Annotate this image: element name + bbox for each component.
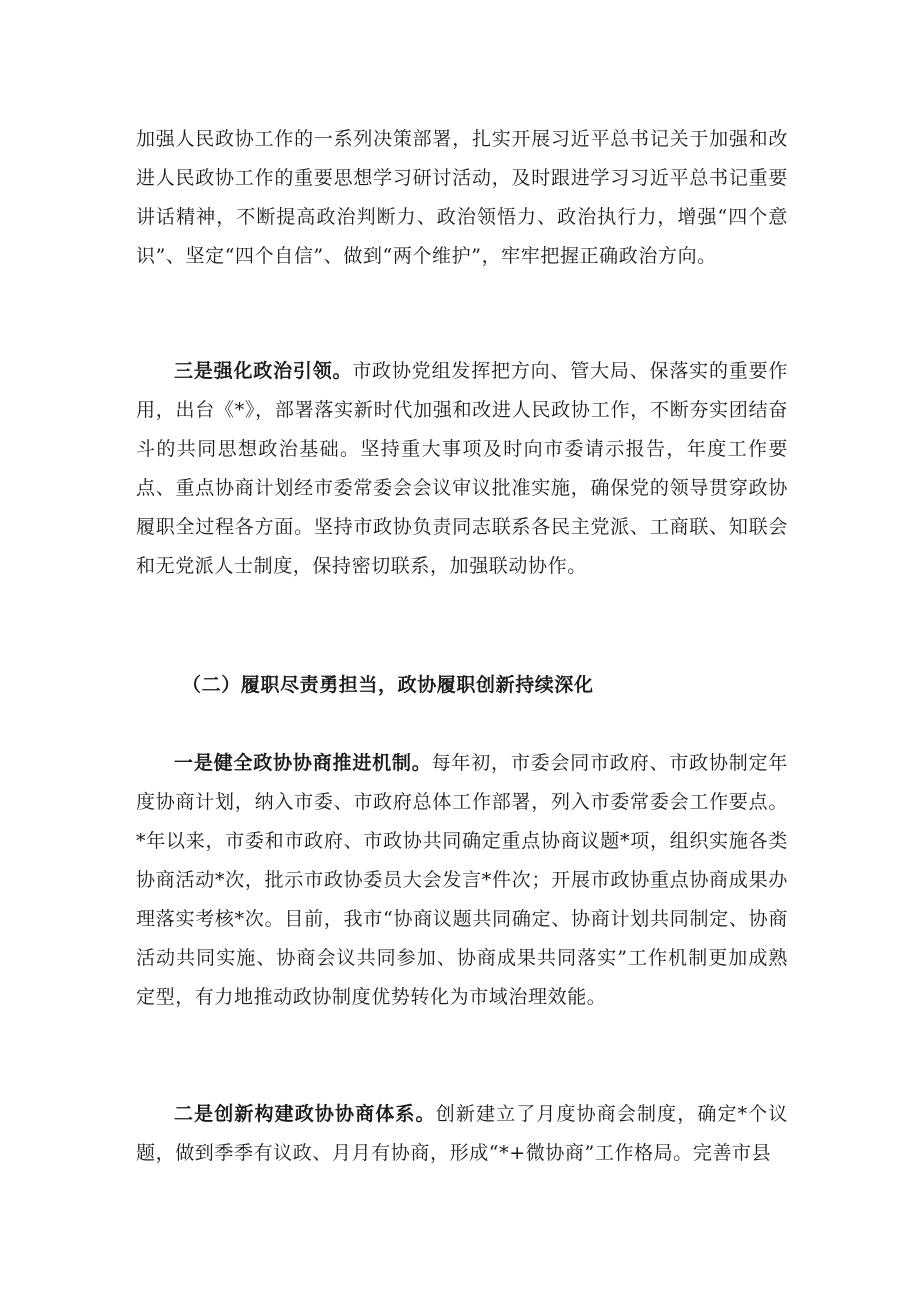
paragraph-text: 市政协党组发挥把方向、管大局、保落实的重要作用，出台《*》，部署落实新时代加强和改进人民政协工作，不断夯实团结奋斗的共同思想政治基础。坚持重大事项及时向市委请示报告，年度工作要点、重点协商计划经市委常委会会议审议批准实施，确保党的领导贯穿政协履职全过程各方面。坚持市政协负责同志联系各民主党派、工商联、知联会和无党派人士制度，保持密切联系，加强联动协作。 [136,360,789,577]
paragraph-consultation-system [136,1095,788,1173]
paragraph-political-leadership [136,352,788,586]
paragraph-lead: 三是强化政治引领。 [174,360,353,382]
paragraph-text: 每年初，市委会同市政府、市政协制定年度协商计划，纳入市委、市政府总体工作部署，列入市委常委会工作要点。*年以来，市委和市政府、市政协共同确定重点协商议题*项，组织实施各类协商活动*次，批示市政协委员大会发言*件次；开展市政协重点协商成果办理落实考核*次。目前，我市“协商议题共同确定、协商计划共同制定、协商活动共同实施、协商会议共同参加、协商成果共同落实”工作机制更加成熟定型，有力地推动政协制度优势转化为市域治理效能。 [136,752,788,1008]
paragraph-consultation-mechanism [136,744,788,1017]
paragraph-lead: 二是创新构建政协协商体系。 [174,1103,436,1125]
paragraph-lead: 一是健全政协协商推进机制。 [174,752,432,774]
paragraph-political-direction [136,120,788,276]
paragraph-text: 创新建立了月度协商会制度，确定*个议题，做到季季有议政、月月有协商，形成“*+微协商”工作格局。完善市县 [136,1103,788,1164]
section-heading: （二）履职尽责勇担当，政协履职创新持续深化 [182,674,594,696]
paragraph-text: 加强人民政协工作的一系列决策部署，扎实开展习近平总书记关于加强和改进人民政协工作的重要思想学习研讨活动，及时跟进学习习近平总书记重要讲话精神，不断提高政治判断力、政治领悟力、政治执行力，增强“四个意识”、坚定“四个自信”、做到“两个维护”，牢牢把握正确政治方向。 [136,128,788,267]
